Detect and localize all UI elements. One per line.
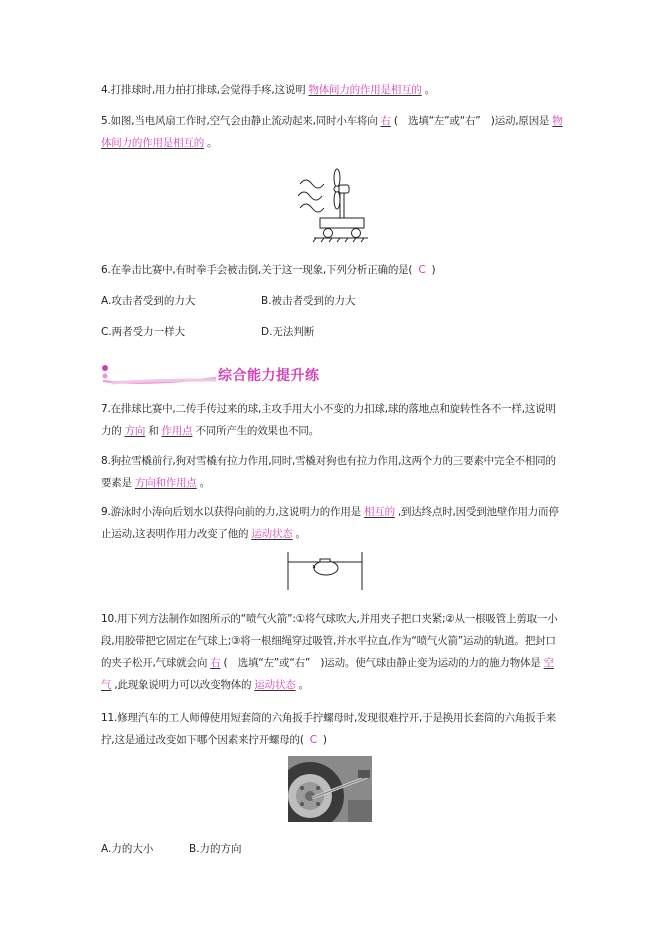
q10-text-b: ( 选填“左”或“右” )运动。使气球由静止变为运动的力的施力物体是	[223, 657, 541, 669]
q5-text-b: ( 选填“左”或“右” )运动,原因是	[393, 115, 550, 127]
q6-text-a: 6.在拳击比赛中,有时拳手会被击倒,关于这一现象,下列分析正确的是(	[101, 264, 413, 276]
q11-answer: C	[309, 734, 317, 746]
question-5	[101, 110, 563, 154]
q10-answer-2: 空气	[101, 657, 554, 691]
question-8	[101, 450, 563, 494]
wrench-photo-figure	[288, 756, 372, 822]
question-7	[101, 398, 563, 442]
q8-answer: 方向和作用点	[134, 477, 197, 489]
q7-answer-1: 方向	[124, 425, 146, 437]
question-4	[101, 79, 563, 101]
q10-text-c: ,此现象说明力可以改变物体的	[114, 679, 252, 691]
balloon-rocket-figure	[286, 550, 364, 592]
question-10	[101, 608, 563, 696]
q8-text-b: 。	[199, 477, 211, 489]
q10-answer-1: 右	[210, 657, 221, 669]
q6-option-b: B.被击者受到的力大	[261, 295, 356, 307]
q4-answer: 物体间力的作用是相互的	[308, 84, 422, 96]
q5-text-c: 。	[207, 137, 218, 149]
q11-options-row	[101, 838, 349, 860]
q10-answer-3: 运动状态	[254, 679, 296, 691]
q4-text-a: 4.打排球时,用力拍打排球,会觉得手疼,这说明	[101, 84, 306, 96]
q5-text-a: 5.如图,当电风扇工作时,空气会由静止流动起来,同时小车将向	[101, 115, 378, 127]
section-decoration-icon	[101, 364, 221, 386]
q11-option-b: B.力的方向	[189, 843, 242, 855]
question-6	[101, 259, 563, 281]
q6-options-row-1	[101, 290, 421, 312]
q9-answer-2: 运动状态	[251, 528, 293, 540]
q6-option-a: A.攻击者受到的力大	[101, 295, 196, 307]
q7-answer-2: 作用点	[161, 425, 193, 437]
q10-text-d: 。	[298, 679, 309, 691]
q7-text-a: 7.在排球比赛中,二传手传过来的球,主攻手用大小不变的力扣球,球的落地点和旋转性各不一样,这说明力的	[101, 403, 556, 437]
question-9	[101, 501, 563, 545]
q6-option-d: D.无法判断	[261, 326, 315, 338]
q5-answer-2: 物体间力的作用是相互的	[101, 115, 563, 149]
q11-option-a: A.力的大小	[101, 843, 154, 855]
q6-options-row-2	[101, 321, 421, 343]
q6-text-b: )	[431, 264, 436, 276]
q11-text-a: 11.修理汽车的工人师傅使用短套筒的六角扳手拧螺母时,发现很难拧开,于是换用长套筒的六角扳手来拧,这是通过改变如下哪个因素来拧开螺母的(	[101, 712, 556, 746]
q9-answer-1: 相互的	[363, 506, 395, 518]
fan-cart-figure	[290, 168, 370, 244]
q5-answer-1: 右	[380, 115, 391, 127]
q9-text-b: ,到达终点时,因受到池壁作用力而停止运动,这表明作用力改变了他的	[101, 506, 559, 540]
q10-text-a: 10.用下列方法制作如图所示的“喷气火箭”:①将气球吹大,并用夹子把口夹紧;②从一根吸管上剪取一小段,用胶带把它固定在气球上;③将一根细绳穿过吸管,并水平拉直,作为“喷气火箭”运动的轨道。把封口的夹子松开,气球就会向	[101, 613, 558, 669]
q8-text-a: 8.狗拉雪橇前行,狗对雪橇有拉力作用,同时,雪橇对狗也有拉力作用,这两个力的三要素中完全不相同的要素是	[101, 455, 556, 489]
q7-text-b: 和	[148, 425, 159, 437]
q4-text-b: 。	[424, 84, 436, 96]
q9-text-c: 。	[295, 528, 306, 540]
section-header	[101, 364, 351, 386]
q7-text-c: 不同所产生的效果也不同。	[195, 425, 320, 437]
section-title: 综合能力提升练	[218, 368, 320, 384]
q6-answer: C	[418, 264, 426, 276]
question-11	[101, 707, 563, 751]
q9-text-a: 9.游泳时小涛向后划水以获得向前的力,这说明力的作用是	[101, 506, 361, 518]
q6-option-c: C.两者受力一样大	[101, 326, 186, 338]
q11-text-b: )	[322, 734, 327, 746]
